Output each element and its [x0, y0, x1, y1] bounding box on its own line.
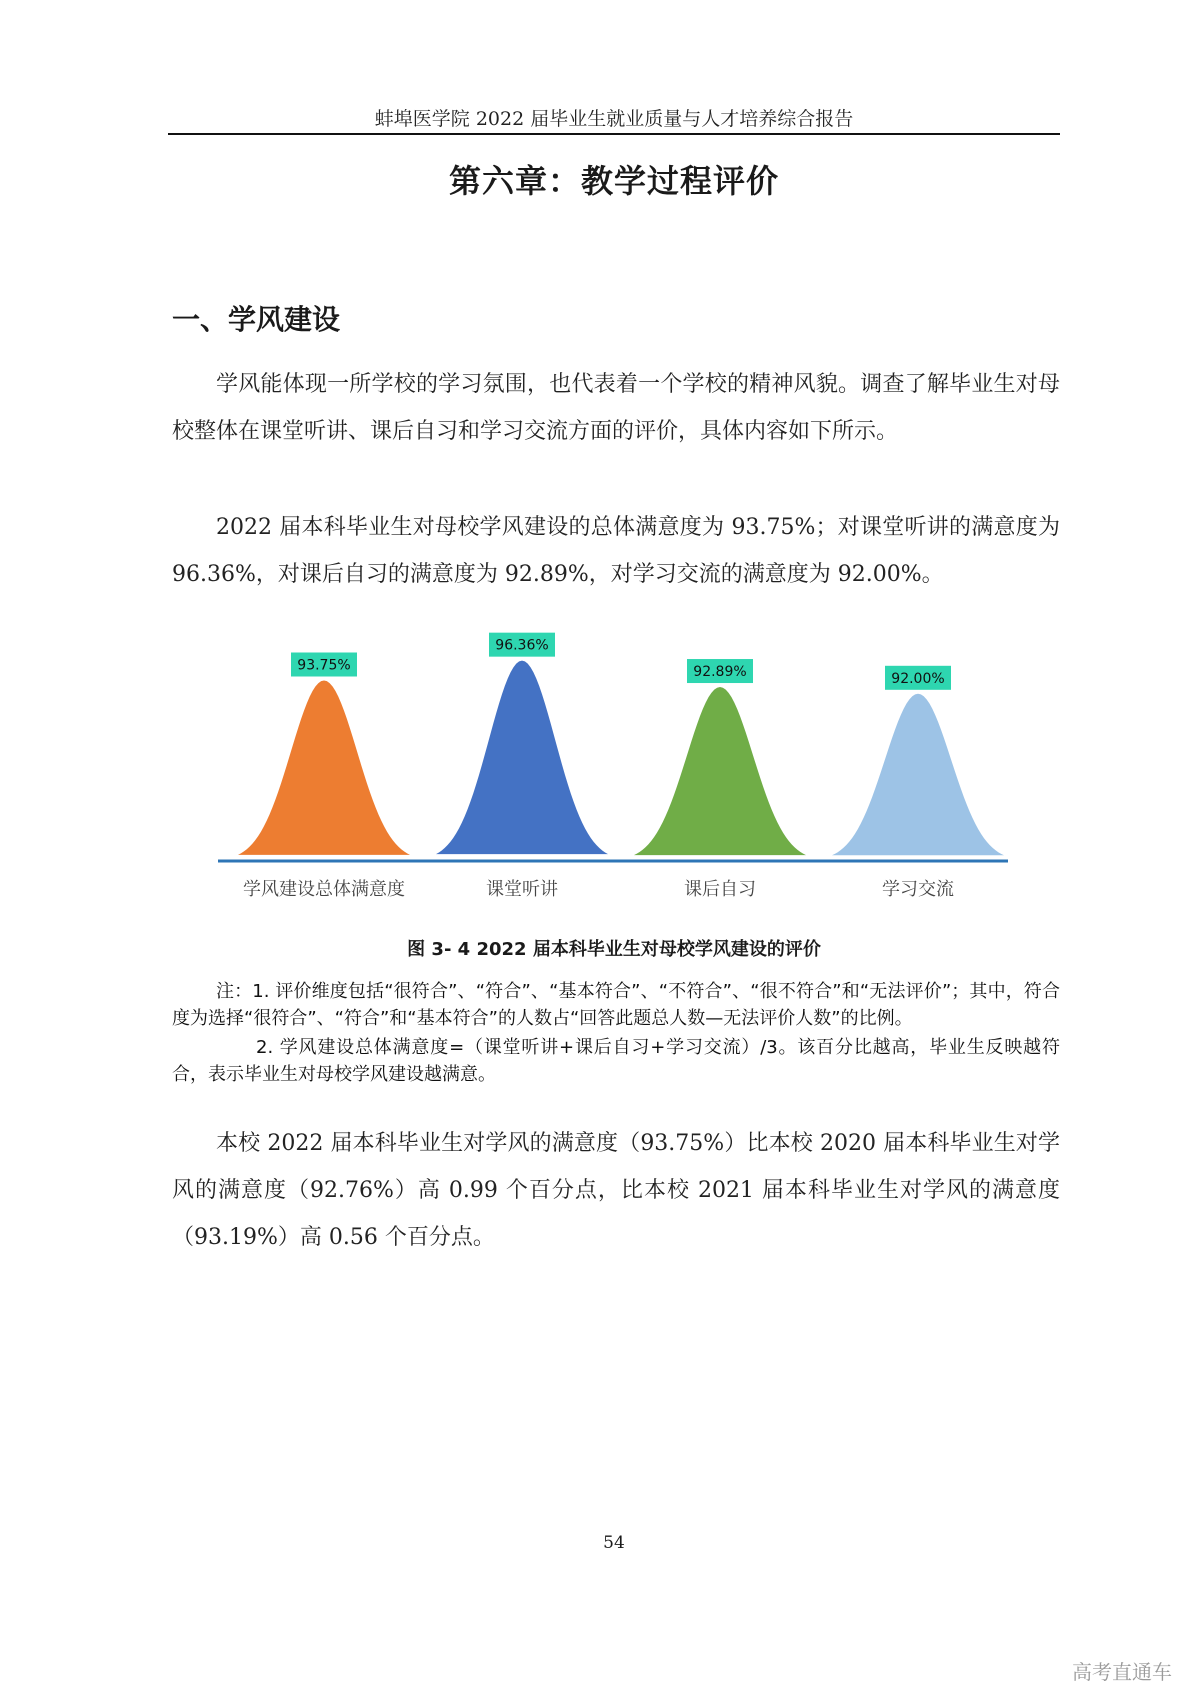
category-label-3: 课后自习	[684, 879, 756, 900]
chapter-title: 第六章：教学过程评价	[448, 162, 779, 200]
figure-notes	[172, 978, 1060, 1088]
paragraph-comparison: 本校 2022 届本科毕业生对学风的满意度（93.75%）比本校 2020 届本科毕业生对学风的满意度（92.76%）高 0.99 个百分点，比本校 2021 届本科毕业生对学风的满意度（93.19%）高 0.56 个百分点。	[172, 1131, 1060, 1250]
satisfaction-chart	[218, 618, 1030, 908]
data-label-4: 92.00%	[891, 670, 945, 687]
category-label-1: 学风建设总体满意度	[243, 879, 405, 900]
watermark: 高考直通车	[1072, 1660, 1172, 1684]
figure-caption: 图 3- 4 2022 届本科毕业生对母校学风建设的评价	[407, 939, 821, 960]
header-rule	[168, 133, 1060, 135]
running-header: 蚌埠医学院 2022 届毕业生就业质量与人才培养综合报告	[374, 108, 854, 130]
chart-peak-4	[832, 694, 1004, 856]
category-label-4: 学习交流	[882, 879, 954, 900]
section-heading: 一、学风建设	[172, 303, 341, 336]
paragraph-satisfaction: 2022 届本科毕业生对母校学风建设的总体满意度为 93.75%；对课堂听讲的满意度为 96.36%，对课后自习的满意度为 92.89%，对学习交流的满意度为 92.00%。	[172, 515, 1060, 587]
data-label-1: 93.75%	[297, 657, 351, 674]
paragraph-intro: 学风能体现一所学校的学习氛围，也代表着一个学校的精神风貌。调查了解毕业生对母校整体在课堂听讲、课后自习和学习交流方面的评价，具体内容如下所示。	[172, 372, 1060, 444]
data-label-2: 96.36%	[495, 637, 549, 654]
note-1: 注：1. 评价维度包括“很符合”、“符合”、“基本符合”、“不符合”、“很不符合”和“无法评价”；其中，符合度为选择“很符合”、“符合”和“基本符合”的人数占“回答此题总人数—无法评价人数”的比例。	[172, 981, 1060, 1029]
chart-peak-2	[436, 661, 608, 855]
chart-peak-1	[238, 681, 410, 855]
page-number: 54	[603, 1533, 625, 1553]
note-2: 2. 学风建设总体满意度=（课堂听讲+课后自习+学习交流）/3。该百分比越高，毕业生反映越符合，表示毕业生对母校学风建设越满意。	[172, 1037, 1060, 1085]
chart-svg	[218, 618, 1030, 908]
data-label-3: 92.89%	[693, 664, 747, 681]
chart-peak-3	[634, 687, 806, 855]
category-label-2: 课堂听讲	[486, 879, 558, 900]
